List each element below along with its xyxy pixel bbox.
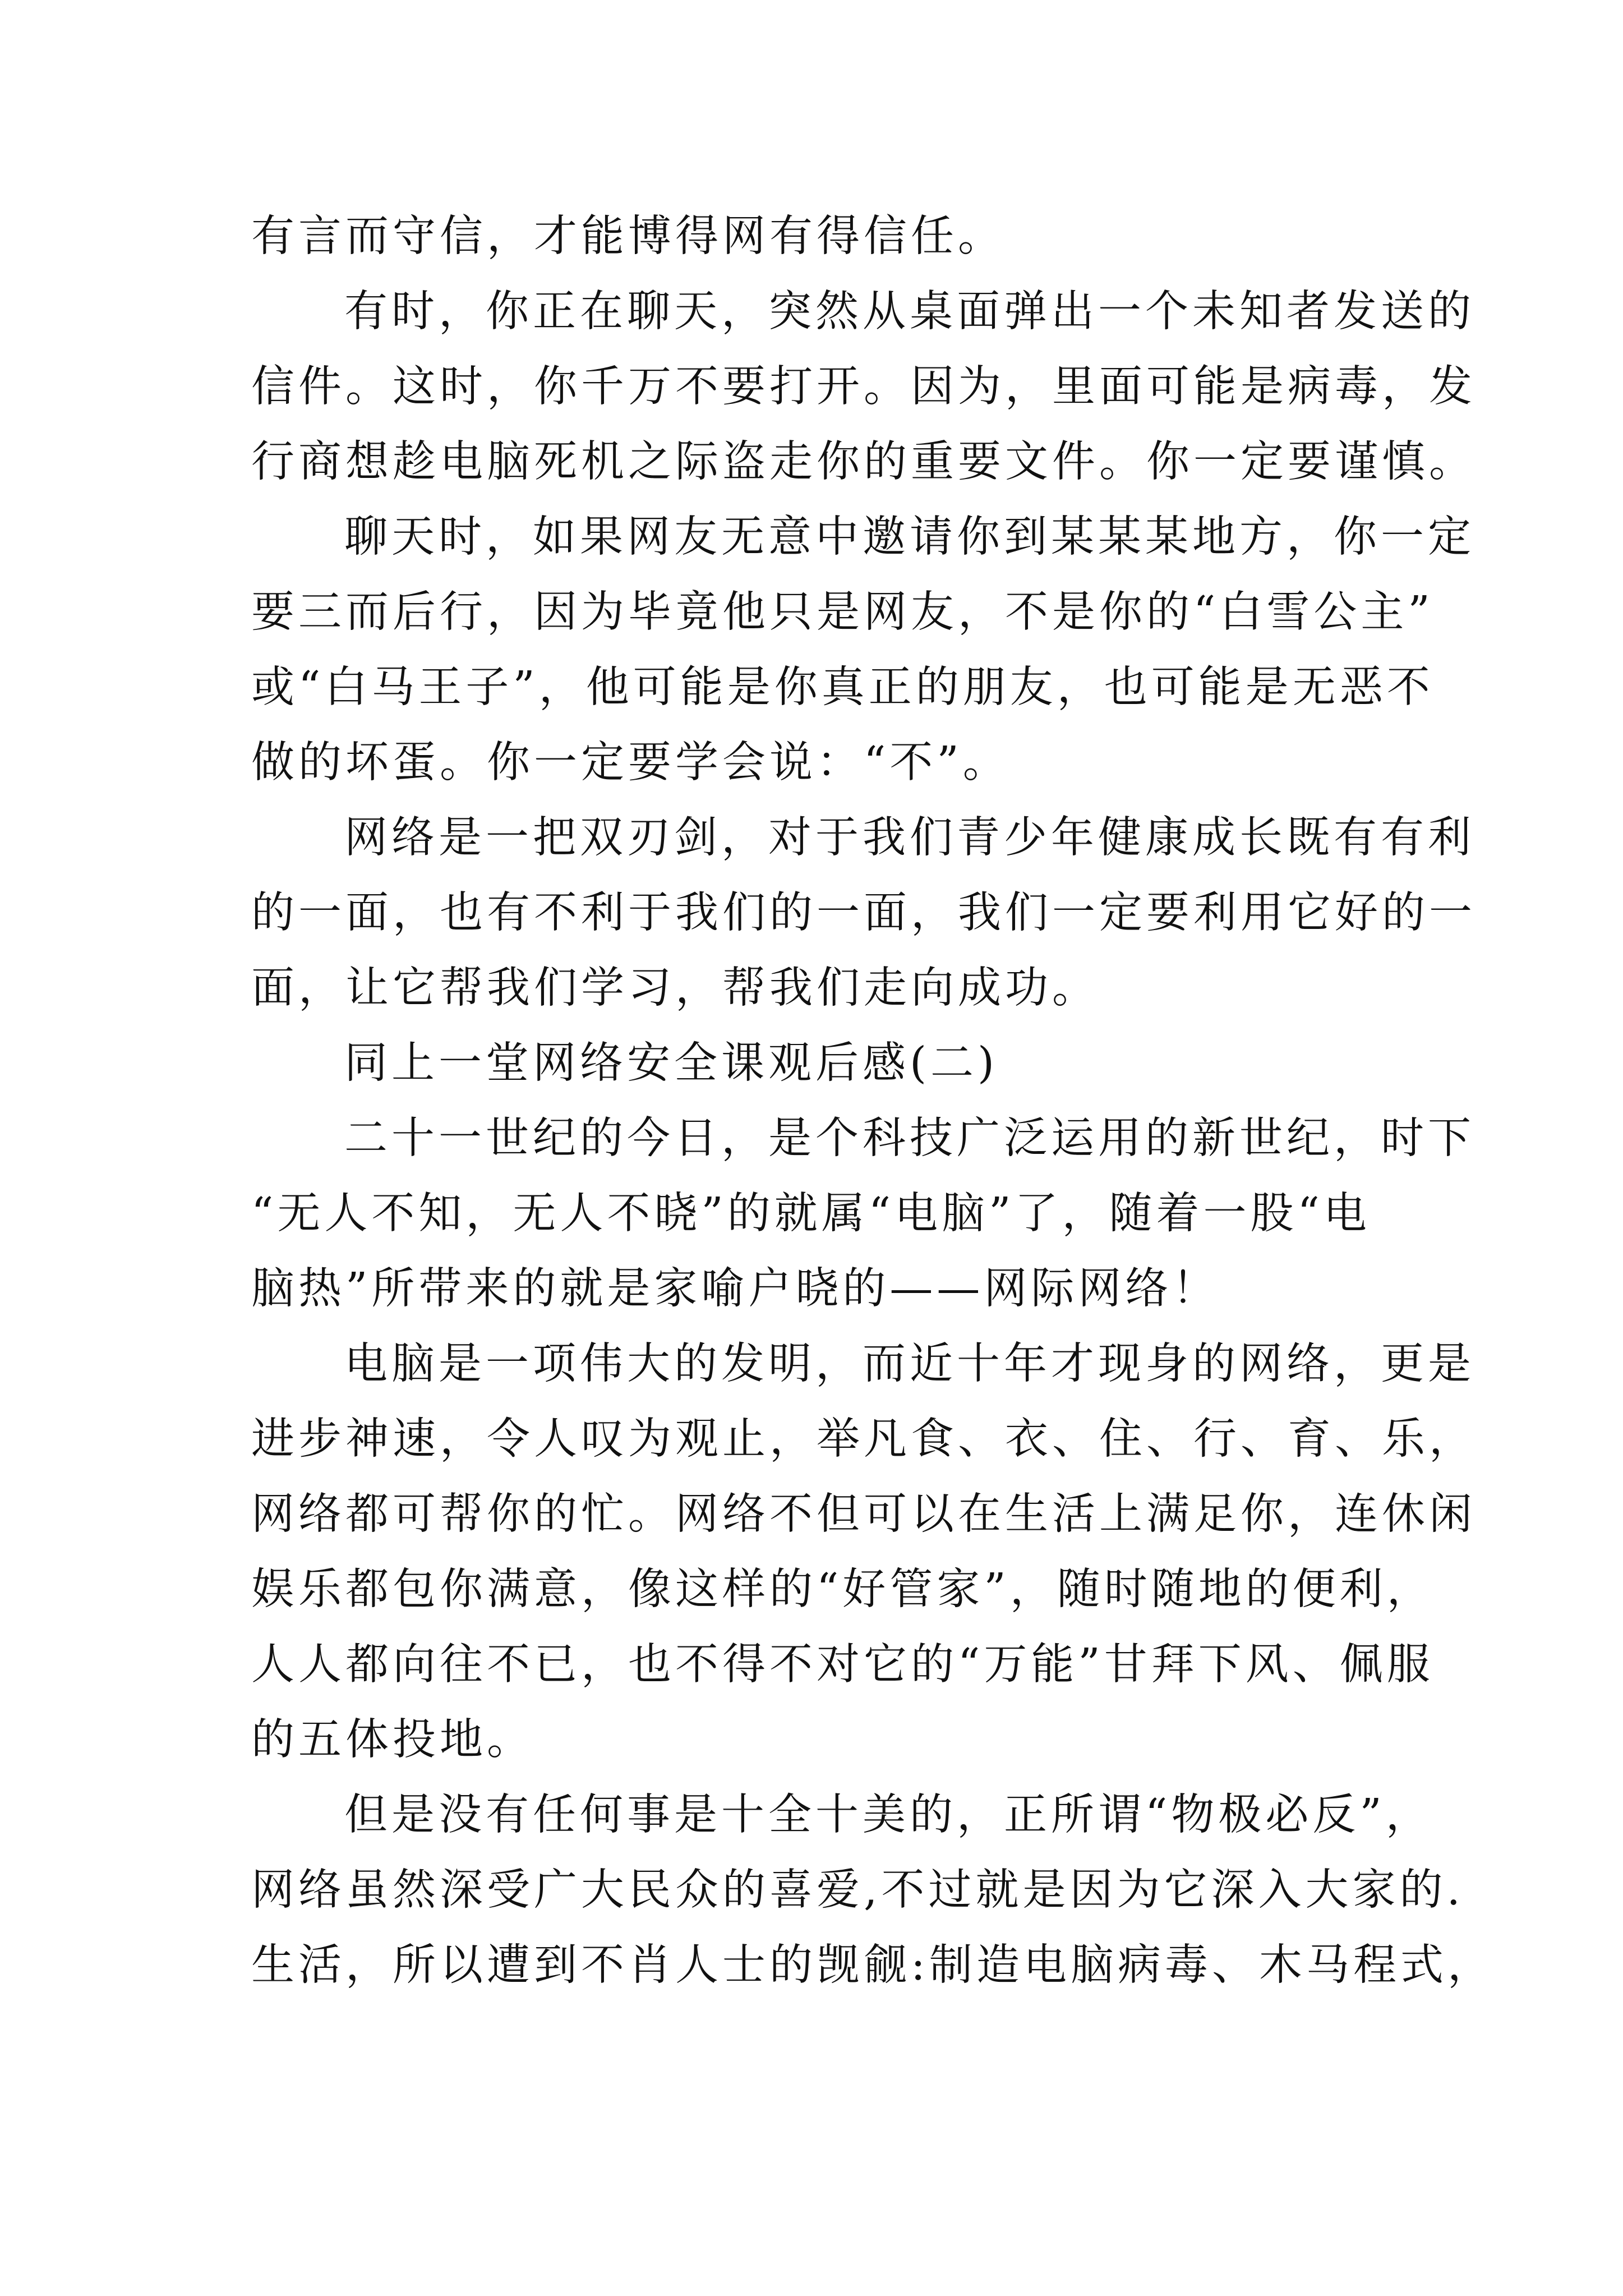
text-line: 做的坏蛋。你一定要学会说：“不”。 [251, 738, 1010, 788]
text-line: 网络虽然深受广大民众的喜爱,不过就是因为它深入大家的. [251, 1865, 1464, 1915]
text-line: 人人都向往不已，也不得不对它的“万能”甘拜下风、佩服 [251, 1640, 1434, 1690]
paragraph-start-line: 有时，你正在聊天，突然从桌面弹出一个未知者发送的 [344, 287, 1475, 337]
text-line: 的五体投地。 [251, 1715, 534, 1765]
text-line: 或“白马王子”，他可能是你真正的朋友，也可能是无恶不 [251, 662, 1434, 712]
text-line: 行商想趁电脑死机之际盗走你的重要文件。你一定要谨慎。 [251, 437, 1476, 487]
document-body [251, 199, 1495, 2003]
text-line: 进步神速，令人叹为观止，举凡食、衣、住、行、育、乐， [251, 1414, 1476, 1464]
section-heading: 同上一堂网络安全课观后感(二) [344, 1038, 999, 1088]
text-line: 娱乐都包你满意，像这样的“好管家”，随时随地的便利， [251, 1565, 1434, 1614]
text-line: “无人不知，无人不晓”的就属“电脑”了，随着一股“电 [251, 1189, 1371, 1239]
text-line: 生活，所以遭到不肖人士的觊觎:制造电脑病毒、木马程式， [251, 1940, 1495, 1990]
text-line: 有言而守信，才能博得网有得信任。 [251, 211, 1005, 261]
paragraph-start-line: 但是没有任何事是十全十美的，正所谓“物极必反”， [344, 1790, 1433, 1840]
text-line: 信件。这时，你千万不要打开。因为，里面可能是病毒，发 [251, 362, 1476, 412]
text-line: 要三而后行，因为毕竟他只是网友，不是你的“白雪公主” [251, 587, 1434, 637]
paragraph-start-line: 聊天时，如果网友无意中邀请你到某某某地方，你一定 [344, 512, 1475, 562]
paragraph-start-line: 二十一世纪的今日，是个科技广泛运用的新世纪，时下 [344, 1114, 1475, 1163]
text-line: 脑热”所带来的就是家喻户晓的——网际网络！ [251, 1264, 1220, 1314]
text-line: 的一面，也有不利于我们的一面，我们一定要利用它好的一 [251, 888, 1476, 938]
text-line: 网络都可帮你的忙。网络不但可以在生活上满足你，连休闲 [251, 1489, 1476, 1539]
paragraph-start-line: 电脑是一项伟大的发明，而近十年才现身的网络，更是 [344, 1339, 1475, 1389]
paragraph-start-line: 网络是一把双刃剑，对于我们青少年健康成长既有有利 [344, 813, 1475, 863]
text-line: 面，让它帮我们学习，帮我们走向成功。 [251, 963, 1099, 1013]
